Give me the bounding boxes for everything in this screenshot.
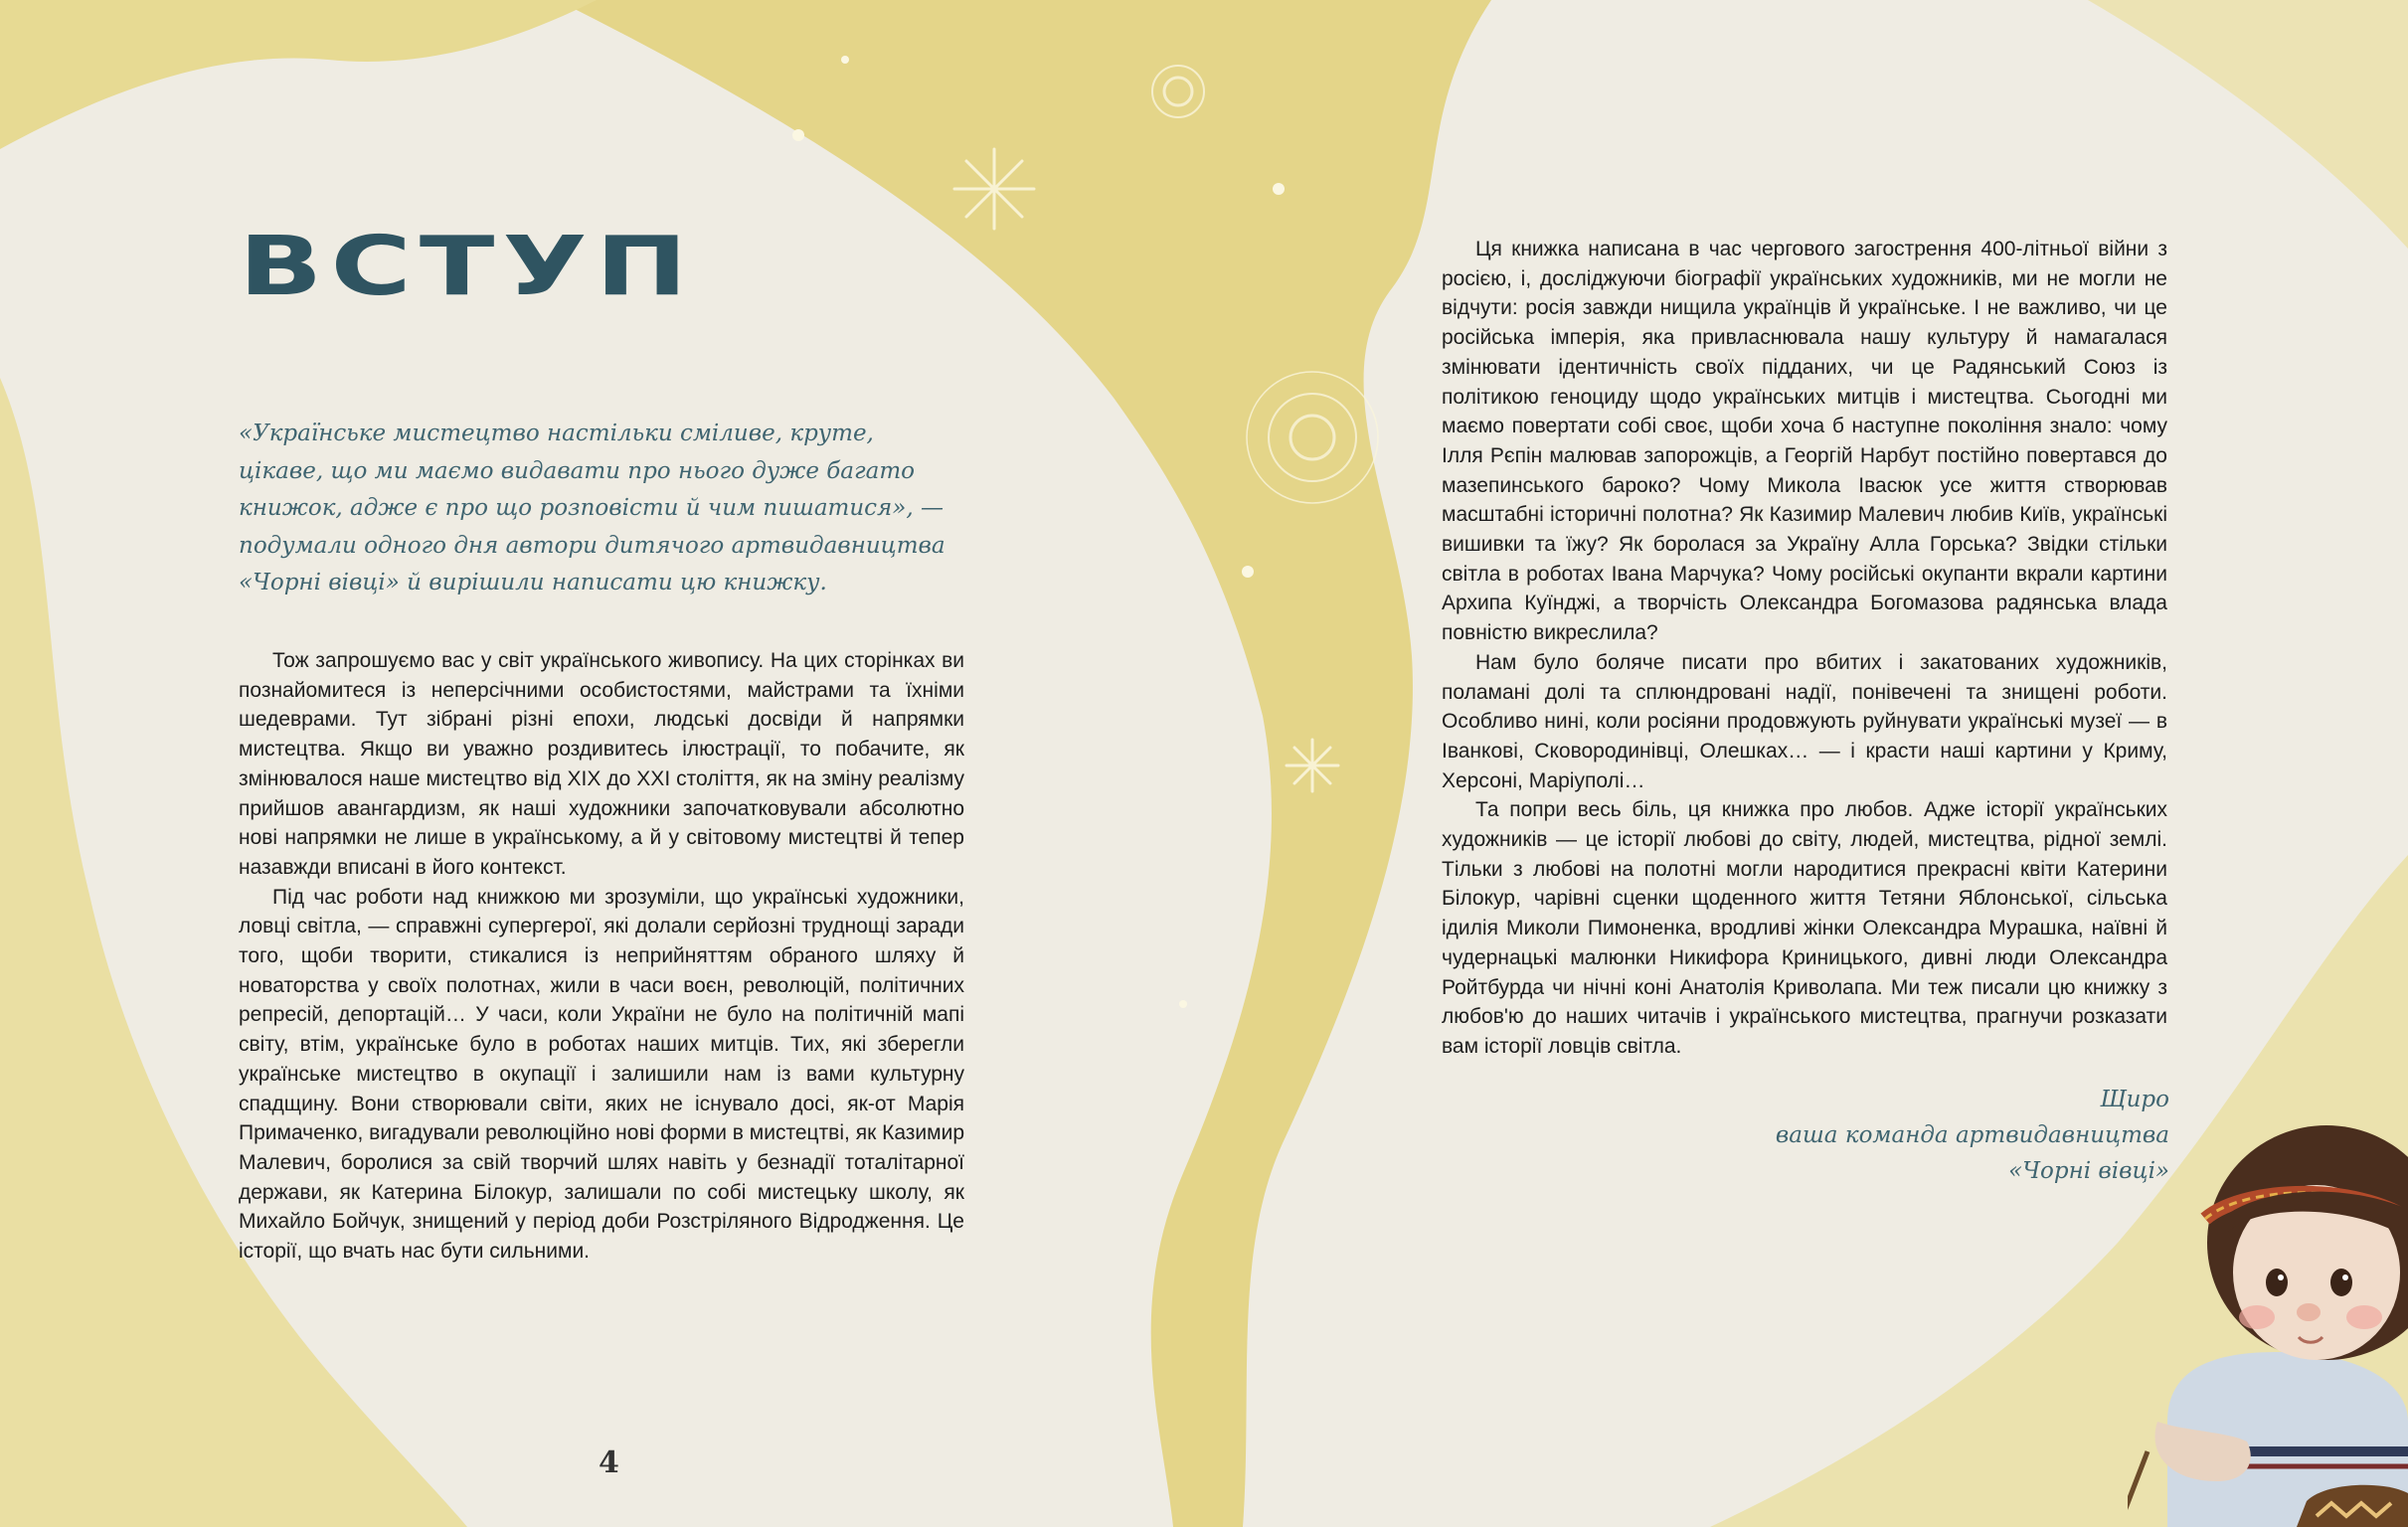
brush-icon xyxy=(2128,1451,2148,1516)
paragraph: Та попри весь біль, ця книжка про любов. Адже історії українських художників — це історії любові до світу, людей, мистецтва, рідної землі. Тільки з любові на полотні могли народитися прекрасні квіти Катерини Білокур, чарівні сценки щоденного життя Тетяни Яблонської, сільська ідилія Миколи Пимоненка, вродливі жінки Олександра Мурашка, наївні й чудернацькі малюнки Никифора Криницького, дивні люди Олександра Ройтбурда чи нічні коні Анатолія Криволапа. Ми теж писали цю книжку з любов'ю до наших читачів і українського мистецтва, прагнучи розказати вам історії ловців світла. xyxy=(1442,798,2167,1058)
signature-line: ваша команда артвидавництва xyxy=(1775,1122,2169,1148)
signature xyxy=(1613,1082,2169,1189)
signature-line: «Чорні вівці» xyxy=(2008,1158,2169,1184)
signature-line: Щиро xyxy=(2100,1087,2169,1112)
left-column xyxy=(239,646,964,1267)
page-title: ВСТУП xyxy=(239,220,696,314)
paragraph: Під час роботи над книжкою ми зрозуміли, що українські художники, ловці світла, — справжні супергерої, які долали серйозні труднощі заради того, щоби творити, стикалися із неприйняттям обраного шляху й новаторства у своїх полотнах, жили в часи воєн, революцій, політичних репресій, депортацій… У часи, коли України не було на політичній мапі світу, втім, українське було в роботах наших митців. Тих, які зберегли українське мистецтво в окупації і залишили нам із вами культурну спадщину. Вони створювали світи, яких не існувало досі, як-от Марія Примаченко, вигадували революційно нові форми в мистецтві, як Казимир Малевич, боролися за свій творчий шлях навіть у безнадії тоталітарної держави, як Катерина Білокур, залишали по собі мистецьку школу, як Михайло Бойчук, знищений у період доби Розстріляного Відродження. Це історії, що вчать нас бути сильними. xyxy=(239,885,964,1264)
paragraph: Ця книжка написана в час чергового загострення 400-літньої війни з росією, і, досліджуючи біографії українських художників, ми не могли не відчути: росія завжди нищила українців й українське. І не важливо, чи це російська імперія, яка привласнювала нашу культуру й намагалася змінювати ідентичність своїх підданих, чи це Радянський Союз із політикою геноциду щодо українських митців і мистецтва. Сьогодні ми маємо повертати собі своє, щоби хоча б наступне покоління знало: чому Ілля Рєпін малював запорожців, а Георгій Нарбут постійно повертався до мазепинського бароко? Чому Микола Івасюк усе життя створював масштабні історичні полотна? Як Казимир Малевич любив Київ, українські вишивки та їжу? Як боролася за Україну Алла Горська? Звідки стільки світла в роботах Івана Марчука? Чому російські окупанти вкрали картини Архипа Куїнджі, а творчість Олександра Богомазова радянська влада повністю викреслила? xyxy=(1442,238,2167,645)
paragraph: Нам було боляче писати про вбитих і закатованих художників, поламані долі та сплюндровані надії, понівечені та знищені роботи. Особливо нині, коли росіяни продовжують руйнувати українські музеї — в Іванкові, Сковородинівці, Олешках… — і красти наші картини у Криму, Херсоні, Маріуполі… xyxy=(1442,650,2167,792)
child-painting-icon xyxy=(2128,1123,2408,1527)
page-number: 4 xyxy=(599,1445,619,1480)
intro-quote: «Українське мистецтво настільки сміливе, круте, цікаве, що ми маємо видавати про нього дуже багато книжок, адже є про що розповісти й чим пишатися», — подумали одного дня автори дитячого артвидавництва «Чорні вівці» й вирішили написати цю книжку. xyxy=(239,421,946,595)
paragraph: Тож запрошуємо вас у світ українського живопису. На цих сторінках ви познайомитеся із неперсічними особистостями, майстрами та їхніми шедеврами. Тут зібрані різні епохи, людські досвіди й напрямки мистецтва. Якщо ви уважно роздивитесь ілюстрації, то побачите, як змінювалося наше мистецтво від XIX до XXI століття, як на зміну реалізму прийшов авангардизм, як наші художники започатковували абсолютно нові напрямки не лише в українському, а й у світовому мистецтві й тепер назавжди вписані в його контекст. xyxy=(239,649,964,879)
right-column xyxy=(1442,235,2167,1062)
